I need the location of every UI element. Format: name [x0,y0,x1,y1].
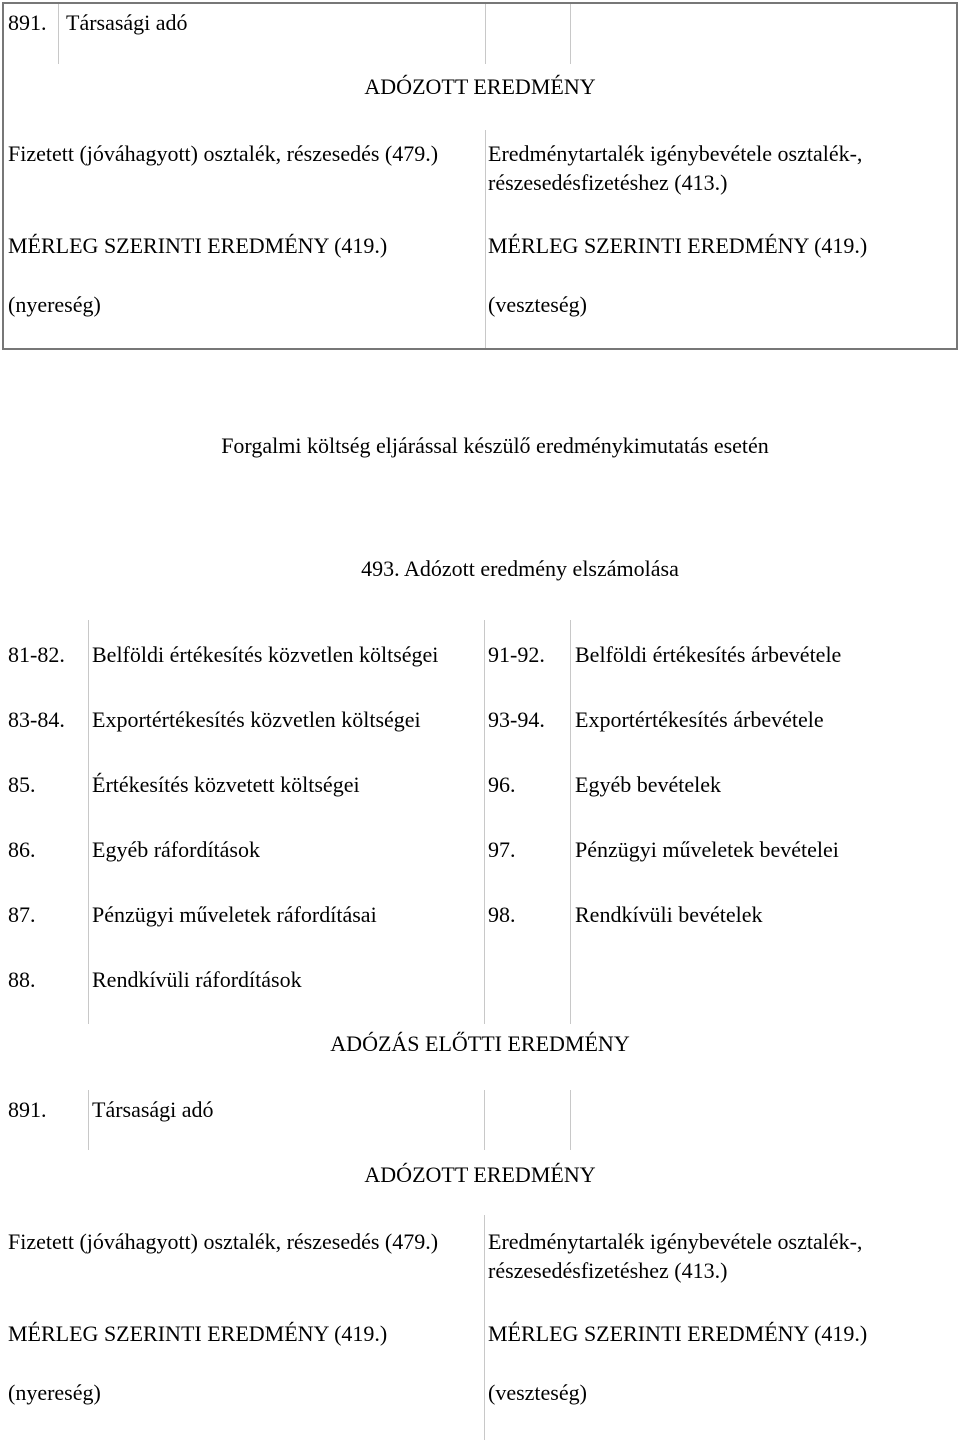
right-label: Egyéb bevételek [575,772,721,797]
left-code: 88. [8,967,36,992]
table-divider [484,620,485,1024]
pretax-title: ADÓZÁS ELŐTTI EREDMÉNY [330,1031,630,1056]
top-divider [485,130,486,348]
bottom-divider [570,1090,571,1150]
profit-label: (nyereség) [8,292,101,317]
subtitle: Forgalmi költség eljárással készülő eredménykimutatás esetén [221,433,769,458]
left-label: Exportértékesítés közvetlen költségei [92,707,421,732]
row-891-code: 891. [8,10,47,35]
left-label: Egyéb ráfordítások [92,837,260,862]
top-left-border [2,2,4,350]
left-code: 81-82. [8,642,65,667]
loss-label: (veszteség) [488,1380,587,1405]
bottom-divider [484,1215,485,1440]
row-891-code: 891. [8,1097,47,1122]
account-title: 493. Adózott eredmény elszámolása [361,556,679,581]
reserve-use: Eredménytartalék igénybevétele osztalék-, részesedésfizetéshez (413.) [488,1229,863,1283]
right-code: 98. [488,902,516,927]
left-code: 85. [8,772,36,797]
after-tax-title: ADÓZOTT EREDMÉNY [364,1162,596,1187]
top-divider [485,4,486,64]
right-label: Rendkívüli bevételek [575,902,763,927]
left-label: Belföldi értékesítés közvetlen költségei [92,642,439,667]
right-code: 96. [488,772,516,797]
right-code: 91-92. [488,642,545,667]
top-right-border [956,2,958,350]
left-code: 86. [8,837,36,862]
paid-dividend: Fizetett (jóváhagyott) osztalék, részesedés (479.) [8,141,439,166]
profit-label: (nyereség) [8,1380,101,1405]
after-tax-title: ADÓZOTT EREDMÉNY [364,74,596,99]
right-label: Exportértékesítés árbevétele [575,707,824,732]
table-divider [88,620,89,1024]
left-label: Értékesítés közvetett költségei [92,772,360,797]
right-label: Belföldi értékesítés árbevétele [575,642,842,667]
paid-dividend: Fizetett (jóváhagyott) osztalék, részesedés (479.) [8,1229,439,1254]
table-divider [570,620,571,1024]
bottom-divider [484,1090,485,1150]
right-code: 97. [488,837,516,862]
top-divider [58,4,59,64]
top-border [2,2,958,4]
right-code: 93-94. [488,707,545,732]
left-label: Pénzügyi műveletek ráfordításai [92,902,377,927]
left-code: 87. [8,902,36,927]
balance-right: MÉRLEG SZERINTI EREDMÉNY (419.) [488,1321,868,1346]
top-divider [570,4,571,64]
bottom-divider [88,1090,89,1150]
reserve-use: Eredménytartalék igénybevétele osztalék-, részesedésfizetéshez (413.) [488,141,863,195]
loss-label: (veszteség) [488,292,587,317]
right-label: Pénzügyi műveletek bevételei [575,837,839,862]
balance-left: MÉRLEG SZERINTI EREDMÉNY (419.) [8,1321,388,1346]
row-891-label: Társasági adó [92,1097,214,1122]
top-bottom-border [2,348,958,350]
balance-left: MÉRLEG SZERINTI EREDMÉNY (419.) [8,233,388,258]
left-code: 83-84. [8,707,65,732]
left-label: Rendkívüli ráfordítások [92,967,302,992]
balance-right: MÉRLEG SZERINTI EREDMÉNY (419.) [488,233,868,258]
row-891-label: Társasági adó [66,10,188,35]
